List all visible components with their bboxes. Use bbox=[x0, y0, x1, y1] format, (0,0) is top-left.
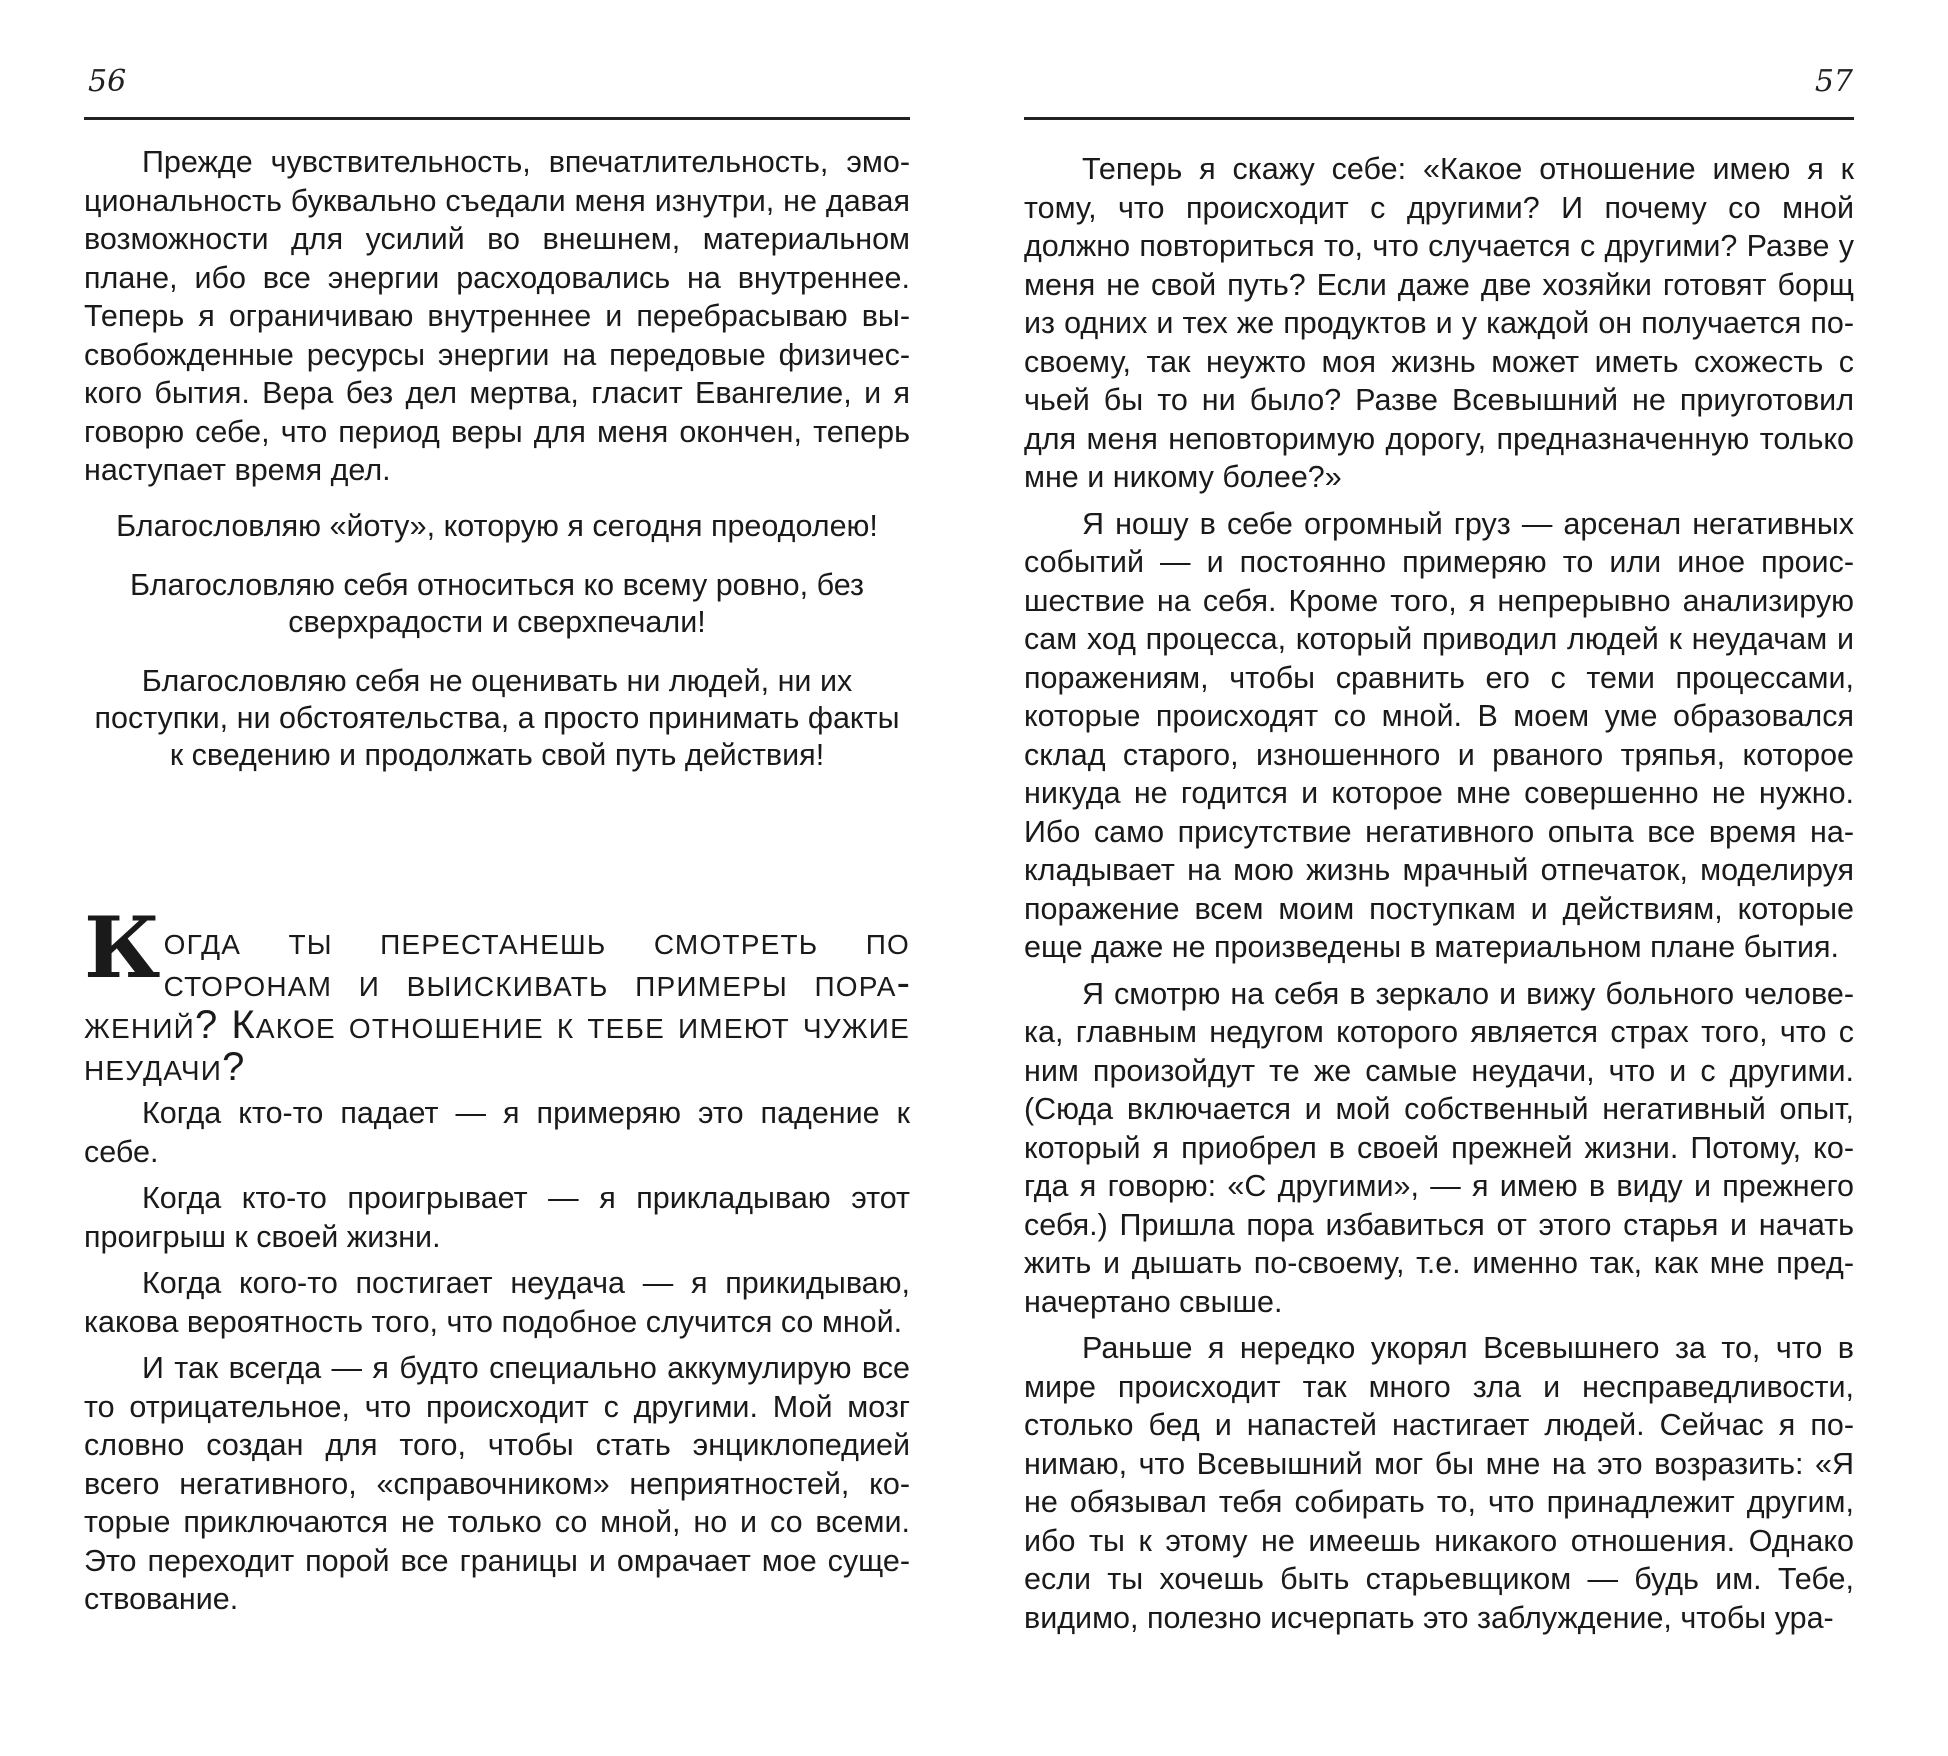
header-rule-left bbox=[84, 117, 910, 120]
left-paragraph-5: И так всегда — я будто специально аккумулирую все то отрицательное, что происходит с другими. Мой мозг словно создан для того, чтобы стать энциклопедией всего негативного, «справочником» неприятностей, которые приключаются не только со мной, но и со всеми. Это переходит порой все границы и омрачает мое существование. bbox=[84, 1351, 910, 1616]
chapter-heading-text: огда ты перестанешь смотреть по сторонам и выискивать примеры поражений? Какое отношение к тебе имеют чужие неудачи? bbox=[84, 919, 910, 1089]
left-text-block-chapter bbox=[84, 898, 910, 1619]
left-paragraph-2: Когда кто-то падает — я примеряю это падение к себе. bbox=[84, 1096, 910, 1169]
left-paragraph-4: Когда кого-то постигает неудача — я прикидываю, какова вероятность того, что подобное случится со мной. bbox=[84, 1266, 910, 1339]
right-paragraph-4: Раньше я нередко укорял Всевышнего за то, что в мире происходит так много зла и несправедливости, столько бед и напастей настигает людей. Сейчас я понимаю, что Всевышний мог бы мне на это возразить: «Я не обязывал тебя собирать то, что принадлежит другим, ибо ты к этому не имеешь никакого отношения. Однако если ты хочешь быть старьевщиком — будь им. Тебе, видимо, полезно исчерпать это заблуждение, чтобы ура- bbox=[1024, 1331, 1854, 1635]
right-page bbox=[974, 0, 1948, 1756]
drop-cap-initial: К bbox=[84, 898, 162, 997]
blessing-3: Благословляю себя не оценивать ни людей, ни их поступки, ни обстоятельства, а просто принимать факты к сведению и продолжать свой путь действия! bbox=[94, 663, 900, 772]
chapter-heading bbox=[84, 898, 910, 1089]
page-number-left: 56 bbox=[88, 64, 127, 99]
blessing-1: Благословляю «йоту», которую я сегодня преодолею! bbox=[116, 508, 878, 543]
left-paragraph-3: Когда кто-то проигрывает — я прикладываю этот проигрыш к своей жизни. bbox=[84, 1181, 910, 1254]
page-number-right: 57 bbox=[1814, 64, 1853, 99]
blessing-2: Благословляю себя относиться ко всему ровно, без сверхрадости и сверхпечали! bbox=[130, 567, 864, 639]
right-paragraph-2: Я ношу в себе огромный груз — арсенал негативных событий — и постоянно примеряю то или иное происшествие на себя. Кроме того, я непрерывно анализирую сам ход процесса, который приводил людей к неудачам и поражениям, чтобы сравнить его с теми процессами, которые происходят со мной. В моем уме образовался склад старого, изношенного и рваного тряпья, которое никуда не годится и которое мне совершенно не нужно. Ибо само присутствие негативного опыта все время накладывает на мою жизнь мрачный отпечаток, моделируя поражение всем моим поступкам и действиям, которые еще даже не произведены в материальном плане бытия. bbox=[1024, 506, 1854, 964]
header-rule-right bbox=[1024, 117, 1854, 120]
right-text-block bbox=[1024, 150, 1854, 1637]
left-paragraph-1: Прежде чувствительность, впечатлительность, эмоциональность буквально съедали меня изнутри, не давая возможности для усилий во внешнем, материальном плане, ибо все энергии расходовались на внутреннее. Теперь я ограничиваю внутреннее и перебрасываю высвобожденные ресурсы энергии на передовые физического бытия. Вера без дел мертва, гласит Евангелие, и я говорю себе, что период веры для меня окончен, теперь наступает время дел. bbox=[84, 145, 910, 487]
right-paragraph-1: Теперь я скажу себе: «Какое отношение имею я к тому, что происходит с другими? И почему со мной должно повториться то, что случается с другими? Разве у меня не свой путь? Если даже две хозяйки готовят борщ из одних и тех же продуктов и у каждой он получается по-своему, так неужто моя жизнь может иметь схожесть с чьей бы то ни было? Разве Всевышний не приуготовил для меня неповторимую дорогу, предназначенную только мне и никому более?» bbox=[1024, 152, 1854, 494]
left-text-block-top bbox=[84, 143, 910, 796]
right-paragraph-3: Я смотрю на себя в зеркало и вижу больного человека, главным недугом которого является страх того, что с ним произойдут те же самые неудачи, что и с другими. (Сюда включается и мой собственный негативный опыт, который я приобрел в своей прежней жизни. Потому, когда я говорю: «С другими», — я имею в виду и прежнего себя.) Пришла пора избавиться от этого старья и начать жить и дышать по-своему, т.е. именно так, как мне предначертано свыше. bbox=[1024, 976, 1854, 1319]
